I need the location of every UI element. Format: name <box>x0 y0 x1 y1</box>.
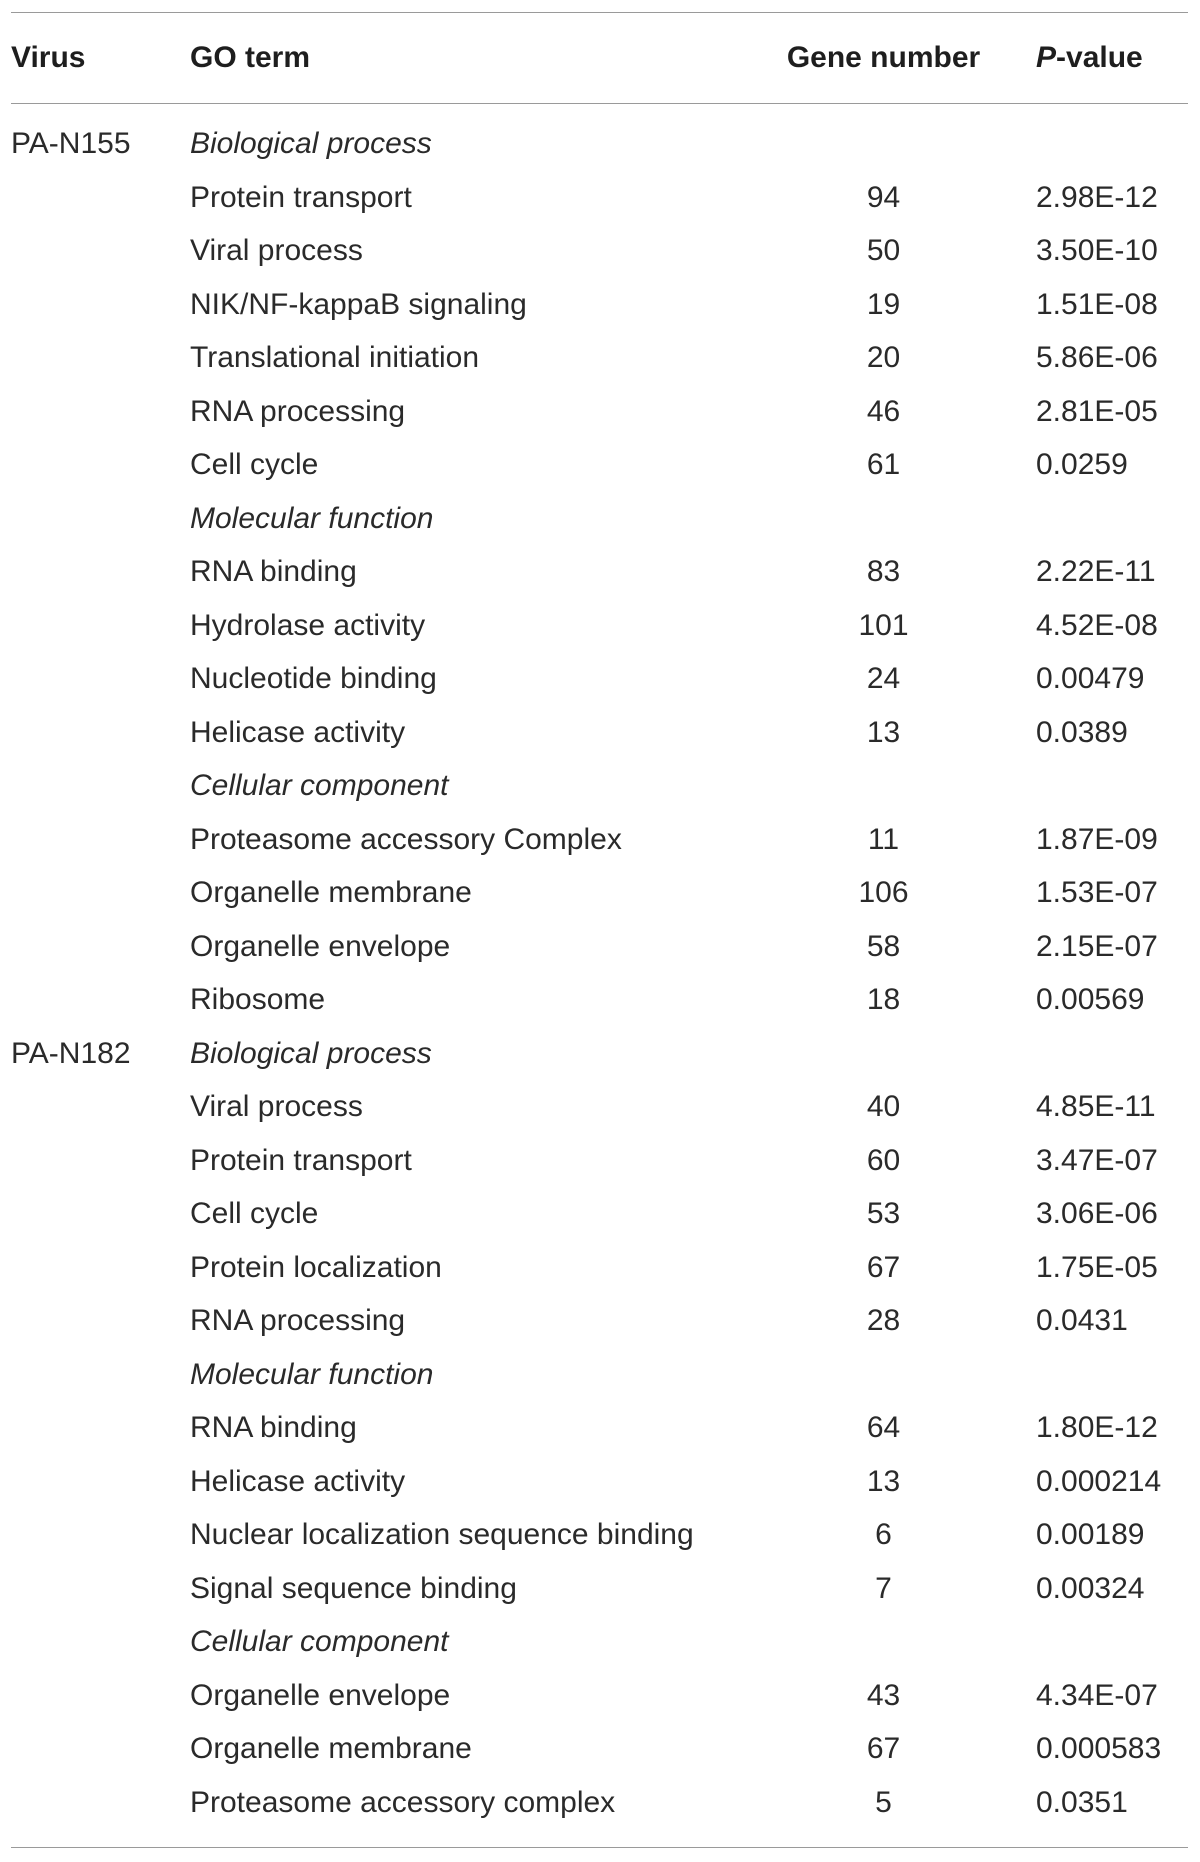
virus-cell: PA-N182 <box>11 1036 131 1070</box>
go-term-cell: Viral process <box>190 1090 363 1123</box>
go-term-cell: Organelle membrane <box>190 876 472 909</box>
go-term-cell: RNA binding <box>190 1411 357 1444</box>
gene-number-cell: 28 <box>866 1304 901 1337</box>
go-category-cell: Cellular component <box>190 1625 449 1658</box>
gene-number-cell: 20 <box>866 341 901 374</box>
header-go-term: GO term <box>190 41 311 74</box>
category-row <box>11 1618 1188 1672</box>
p-value-cell: 2.15E-07 <box>1036 929 1158 963</box>
gene-number-cell: 18 <box>866 983 901 1016</box>
go-term-cell: NIK/NF-kappaB signaling <box>190 287 527 321</box>
p-value-cell: 4.52E-08 <box>1036 608 1158 642</box>
p-value-cell: 4.34E-07 <box>1036 1678 1158 1712</box>
table-row <box>11 1779 1188 1833</box>
p-value-cell: 0.00569 <box>1036 983 1145 1016</box>
gene-number-cell: 60 <box>866 1143 901 1177</box>
gene-number-cell: 106 <box>858 876 909 909</box>
table-row <box>11 1458 1188 1512</box>
gene-number-cell: 24 <box>866 662 901 695</box>
gene-number-cell: 43 <box>866 1678 901 1712</box>
table-row <box>11 1083 1188 1137</box>
go-term-cell: RNA binding <box>190 555 357 588</box>
table-row <box>11 1404 1188 1458</box>
go-term-cell: Protein transport <box>190 180 412 214</box>
p-value-cell: 1.75E-05 <box>1036 1250 1158 1284</box>
go-term-cell: Hydrolase activity <box>190 608 426 642</box>
p-value-cell: 0.0259 <box>1036 448 1128 481</box>
table-row <box>11 976 1188 1030</box>
table-row <box>11 227 1188 281</box>
go-term-cell: Proteasome accessory Complex <box>190 822 622 856</box>
gene-number-cell <box>771 495 996 549</box>
go-term-cell: Nuclear localization sequence binding <box>190 1518 694 1551</box>
go-category-cell: Molecular function <box>190 501 434 535</box>
go-term-cell: Organelle envelope <box>190 929 451 963</box>
category-row <box>11 762 1188 816</box>
p-value-cell: 1.51E-08 <box>1036 287 1158 321</box>
table-row <box>11 602 1188 656</box>
gene-number-cell <box>771 1618 996 1672</box>
table-row <box>11 388 1188 442</box>
table-row <box>11 548 1188 602</box>
p-value-cell: 1.80E-12 <box>1036 1411 1158 1444</box>
go-term-cell: Nucleotide binding <box>190 662 437 695</box>
go-term-cell: RNA processing <box>190 394 406 428</box>
table-row <box>11 1244 1188 1298</box>
go-term-cell: Translational initiation <box>190 341 480 374</box>
table-row <box>11 174 1188 228</box>
table-row <box>11 655 1188 709</box>
p-value-cell: 3.47E-07 <box>1036 1143 1158 1177</box>
go-term-cell: Organelle envelope <box>190 1678 451 1712</box>
table-row <box>11 1137 1188 1191</box>
gene-number-cell <box>771 1351 996 1405</box>
table-row <box>11 441 1188 495</box>
category-row <box>11 1030 1188 1084</box>
gene-number-cell: 11 <box>867 822 900 856</box>
p-value-cell: 1.53E-07 <box>1036 876 1158 909</box>
table-row <box>11 1190 1188 1244</box>
go-term-cell: Helicase activity <box>190 715 406 749</box>
gene-number-cell: 58 <box>866 929 901 963</box>
table-bottom-rule <box>11 1847 1188 1848</box>
p-value-cell: 0.0431 <box>1036 1304 1128 1337</box>
table-header-row <box>11 12 1188 103</box>
category-row <box>11 1351 1188 1405</box>
go-category-cell: Cellular component <box>190 769 449 802</box>
gene-number-cell: 7 <box>875 1571 892 1605</box>
header-p-value-italic: P <box>1036 41 1057 74</box>
table-row <box>11 1297 1188 1351</box>
gene-number-cell: 53 <box>866 1197 901 1230</box>
table-row <box>11 869 1188 923</box>
gene-number-cell: 19 <box>866 287 901 321</box>
go-term-cell: Helicase activity <box>190 1464 406 1498</box>
go-term-cell: Protein transport <box>190 1143 412 1177</box>
header-gene-number: Gene number <box>786 41 981 74</box>
p-value-cell: 2.22E-11 <box>1036 555 1156 588</box>
gene-number-cell: 5 <box>875 1785 892 1819</box>
gene-number-cell <box>771 762 996 816</box>
go-category-cell: Molecular function <box>190 1357 434 1391</box>
table-row <box>11 709 1188 763</box>
table-row <box>11 334 1188 388</box>
p-value-cell: 4.85E-11 <box>1036 1090 1156 1123</box>
go-term-cell: Ribosome <box>190 983 326 1016</box>
gene-number-cell: 13 <box>866 715 901 749</box>
go-term-cell: Viral process <box>190 234 363 267</box>
gene-number-cell: 61 <box>866 448 901 481</box>
gene-number-cell: 40 <box>866 1090 901 1123</box>
p-value-cell: 0.0351 <box>1036 1785 1128 1819</box>
go-term-cell: Signal sequence binding <box>190 1571 517 1605</box>
category-row <box>11 495 1188 549</box>
gene-number-cell <box>771 120 996 174</box>
p-value-cell: 3.06E-06 <box>1036 1197 1158 1230</box>
p-value-cell: 0.00324 <box>1036 1571 1145 1605</box>
p-value-cell: 1.87E-09 <box>1036 822 1158 856</box>
header-p-value <box>1036 12 1143 103</box>
go-term-cell: Cell cycle <box>190 448 319 481</box>
gene-number-cell: 50 <box>866 234 901 267</box>
go-term-cell: Protein localization <box>190 1250 442 1284</box>
gene-number-cell: 83 <box>866 555 901 588</box>
table-row <box>11 1565 1188 1619</box>
table-body <box>11 120 1188 1832</box>
gene-number-cell <box>771 1030 996 1084</box>
gene-number-cell: 94 <box>866 180 901 214</box>
gene-number-cell: 67 <box>866 1732 901 1765</box>
p-value-cell: 0.00189 <box>1036 1518 1145 1551</box>
table-row <box>11 816 1188 870</box>
header-virus: Virus <box>11 41 86 74</box>
gene-number-cell: 64 <box>866 1411 901 1444</box>
virus-cell: PA-N155 <box>11 127 131 160</box>
gene-number-cell: 13 <box>866 1464 901 1498</box>
p-value-cell: 2.81E-05 <box>1036 394 1158 428</box>
p-value-cell: 3.50E-10 <box>1036 234 1158 267</box>
go-category-cell: Biological process <box>190 1036 432 1070</box>
table-row <box>11 923 1188 977</box>
header-p-value-suffix: -value <box>1056 41 1143 74</box>
go-term-cell: Proteasome accessory complex <box>190 1785 616 1819</box>
table-row <box>11 281 1188 335</box>
p-value-cell: 0.000583 <box>1036 1732 1162 1765</box>
gene-number-cell: 6 <box>875 1518 892 1551</box>
table-row <box>11 1672 1188 1726</box>
gene-number-cell: 67 <box>866 1250 901 1284</box>
gene-number-cell: 101 <box>858 608 909 642</box>
gene-number-cell: 46 <box>866 394 901 428</box>
p-value-cell: 5.86E-06 <box>1036 341 1158 374</box>
p-value-cell: 2.98E-12 <box>1036 180 1158 214</box>
go-term-cell: RNA processing <box>190 1304 406 1337</box>
table-header-rule <box>11 103 1188 104</box>
category-row <box>11 120 1188 174</box>
p-value-cell: 0.00479 <box>1036 662 1145 695</box>
table-row <box>11 1725 1188 1779</box>
go-term-cell: Organelle membrane <box>190 1732 472 1765</box>
table-row <box>11 1511 1188 1565</box>
go-category-cell: Biological process <box>190 127 432 160</box>
p-value-cell: 0.000214 <box>1036 1464 1162 1498</box>
p-value-cell: 0.0389 <box>1036 715 1128 749</box>
go-term-cell: Cell cycle <box>190 1197 319 1230</box>
